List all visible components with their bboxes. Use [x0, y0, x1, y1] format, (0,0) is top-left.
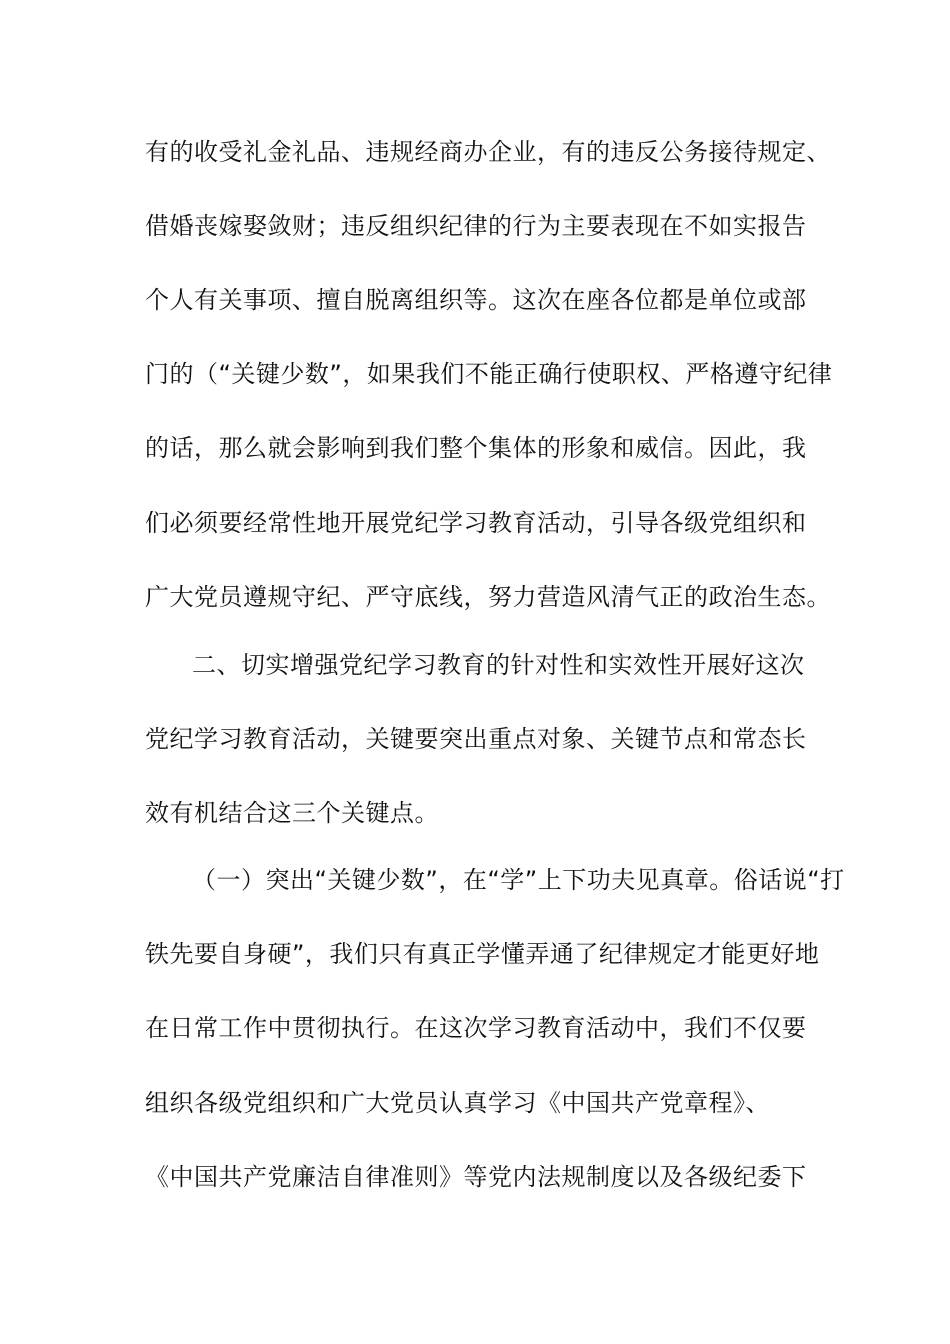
- paragraph-line-3: 个人有关事项、擅自脱离组织等。这次在座各位都是单位或部: [145, 286, 807, 314]
- paragraph-line-7: 广大党员遵规守纪、严守底线，努力营造风清气正的政治生态。: [145, 583, 831, 611]
- paragraph-line-1: 有的收受礼金礼品、违规经商办企业，有的违反公务接待规定、: [145, 138, 831, 166]
- paragraph-line-6: 们必须要经常性地开展党纪学习教育活动，引导各级党组织和: [145, 509, 807, 537]
- paragraph-line-5: 的话，那么就会影响到我们整个集体的形象和威信。因此，我: [145, 434, 807, 462]
- paragraph-line-4: 门的（“关键少数”，如果我们不能正确行使职权、严格遵守纪律: [145, 360, 833, 388]
- paragraph-line-9: 党纪学习教育活动，关键要突出重点对象、关键节点和常态长: [145, 725, 807, 753]
- paragraph-line-14: 组织各级党组织和广大党员认真学习《中国共产党章程》、: [145, 1089, 770, 1117]
- subsection-heading-line: （一）突出“关键少数”，在“学”上下功夫见真章。俗话说“打: [192, 866, 845, 894]
- paragraph-line-2: 借婚丧嫁娶敛财；违反组织纪律的行为主要表现在不如实报告: [145, 212, 807, 240]
- section-heading-line: 二、切实增强党纪学习教育的针对性和实效性开展好这次: [192, 651, 805, 679]
- paragraph-line-13: 在日常工作中贯彻执行。在这次学习教育活动中，我们不仅要: [145, 1014, 807, 1042]
- paragraph-line-15: 《中国共产党廉洁自律准则》等党内法规制度以及各级纪委下: [145, 1163, 807, 1191]
- paragraph-line-12: 铁先要自身硬”，我们只有真正学懂弄通了纪律规定才能更好地: [145, 940, 820, 968]
- paragraph-line-10: 效有机结合这三个关键点。: [145, 799, 439, 827]
